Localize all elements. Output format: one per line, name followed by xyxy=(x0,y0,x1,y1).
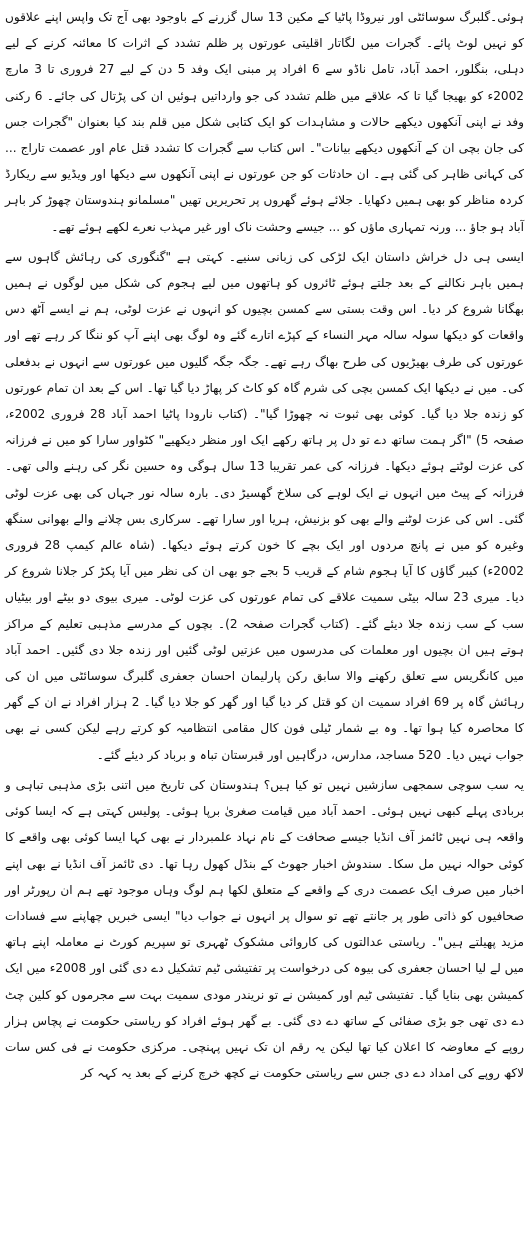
article-paragraph: ایسی ہی دل خراش داستان ایک لڑکی کی زبانی سنیے۔ کہتی ہے "گنگوری کی رہائش گاہوں سے ہمیں باہر نکالنے کے بعد جلتے ہوئے ٹائروں کو ہاتھوں میں لیے ہجوم کی شکل میں لوگوں نے ہمیں بھگانا شروع کر دیا۔ اس وقت بستی سے کمسن بچیوں کو انہوں نے عزت لوٹی، ہم نے ایسے آٹھ دس واقعات کو دیکھا سولہ سالہ مہر النساء کے کپڑے اتارے گئے وہ لوگ بھی اپنے آپ کو ننگا کر رہے تھے اور عورتوں کی طرف بھیڑیوں کی طرح بھاگ رہے تھے۔ جگہ جگہ گلیوں میں عورتوں سے انہوں نے بدفعلی کی۔ میں نے دیکھا ایک کمسن بچی کی شرم گاہ کو کاٹ کر پھاڑ دیا گیا تھا۔ اس کے بعد ان تمام عورتوں کو زندہ جلا دیا گیا۔ کوئی بھی ثبوت نہ چھوڑا گیا"۔ (کتاب نارودا پاٹیا احمد آباد 28 فروری 2002ء، صفحہ 5) "اگر ہمت ساتھ دے تو دل پر ہاتھ رکھے ایک اور منظر دیکھیے" کٹواور سارا کو میں نے فرزانہ کی عزت لوٹتے ہوئے دیکھا۔ فرزانہ کی عمر تقریبا 13 سال ہوگی وہ حسین نگر کی رہنے والی تھی۔ فرزانہ کے پیٹ میں انہوں نے ایک لوہے کی سلاخ گھسیڑ دی۔ بارہ سالہ نور جہاں کی بھی عزت لوٹی گئی۔ اس کی عزت لوٹنے والے بھی کو بزنیش، ہریا اور سارا تھے۔ سرکاری بس چلانے والے بھوانی سنگھ وغیرہ کو میں نے پانچ مردوں اور ایک بچے کا خون کرتے ہوئے دیکھا۔ (شاہ عالم کیمپ 28 فروری 2002ء) کیبر گاؤں کا آیا ہجوم شام کے قریب 5 بجے جو بھی ان کی نظر میں آیا پکڑ کر جلانا شروع کر دیا۔ میری 23 سالہ بیٹی سمیت علاقے کی تمام عورتوں کی عزت لوٹی۔ میری بیوی دو بیٹے اور بیٹیاں سب کے سب زندہ جلا دیئے گئے۔ (کتاب گجرات صفحہ 2)۔ بچوں کے مدرسے مذہبی تعلیم کے مراکز ہوتے ہیں ان بچیوں اور معلمات کی مدرسوں میں عزتیں لوٹی گئیں اور زندہ جلا دی گئیں۔ احمد آباد میں کانگریس سے تعلق رکھنے والا سابق رکن پارلیمان احسان جعفری گلبرگ سوسائٹی میں ان کی رہائش گاہ پر 69 افراد سمیت ان کو قتل کر دیا گیا اور گھر کو جلا دیا گیا۔ 2 ہزار افراد نے ان کے گھر کا محاصرہ کیا ہوا تھا۔ وہ بے شمار ٹیلی فون کال مقامی انتظامیہ کو کرتے رہے لیکن کسی نے بھی جواب نہیں دیا۔ 520 مساجد، مدارس، درگاہیں اور قبرستان تباہ و برباد کر دیئے گئے۔ xyxy=(5,249,525,762)
article-paragraph: ہوئی۔گلبرگ سوسائٹی اور نیروڈا پاٹیا کے مکین 13 سال گزرنے کے باوجود بھی آج تک واپس اپنے علاقوں کو نہیں لوٹ پائے۔ گجرات میں لگاتار اقلیتی عورتوں پر ظلم تشدد کے اثرات کا معائنہ کرنے کے لیے دہلی، بنگلور، احمد آباد، تامل ناڈو سے 6 افراد پر مبنی ایک وفد 5 دن کے لیے 27 فروری تا 3 مارچ 2002ء کو بھیجا گیا تا کہ علاقے میں ظلم تشدد کی جو وارداتیں ہوئیں ان کی پڑتال کی جائے۔ 6 رکنی وفد نے اپنی آنکھوں دیکھے حالات و مشاہدات کو ایک کتابی شکل میں قلم بند کیا بعنوان "گجرات جس کی جان بچی ان کے آنکھوں دیکھے بیانات"۔ اس کتاب سے گجرات کا تشدد قتل عام اور عصمت تاراج ... کی کہانی ظاہر کی گئی ہے۔ ان حادثات کو جن عورتوں نے اپنی آنکھوں سے دیکھا اور ویڈیو سے ریکارڈ کردہ مناظر کو بھی ہمیں دکھایا۔ جلائے ہوئے گھروں پر تحریریں تھیں "مسلمانو ہندوستان چھوڑ کر باہر آباد ہو جاؤ ... ورنہ تمہاری ماؤں کو ... جیسے وحشت ناک اور غیر مہذب نعرے لکھے ہوئے تھے۔ xyxy=(5,10,525,234)
article-paragraph: یہ سب سوچی سمجھی سازشیں نہیں تو کیا ہیں؟ ہندوستان کی تاریخ میں اتنی بڑی مذہبی تباہی و بربادی پہلے کبھی نہیں ہوئی۔ احمد آباد میں قیامت صغریٰ برپا ہوئی۔ پولیس کہتی ہے کہ ایسا کوئی واقعہ ہی نہیں ٹائمز آف انڈیا جیسے صحافت کے نام نہاد علمبردار نے بھی کہا ایسا کوئی بھی واقعے کا کوئی حوالہ نہیں مل سکا۔ سندوش اخبار جھوٹ کے بنڈل کھول رہا تھا۔ دی ٹائمز آف انڈیا نے بھی اپنے اخبار میں صرف ایک عصمت دری کے واقعے کے متعلق لکھا ہم لوگ وہاں موجود تھے ہم ان رپورٹر اور صحافیوں کو ذاتی طور پر جانتے تھے تو سوال پر انہوں نے جواب دیا" ایسی خبریں چھاپنے سے فسادات مزید پھیلتے ہیں"۔ ریاستی عدالتوں کی کاروائی مشکوک ٹھہری تو سپریم کورٹ نے معاملہ اپنے ہاتھ میں لے لیا احسان جعفری کی بیوہ کی درخواست پر تفتیشی ٹیم تشکیل دے دی گئی اور 2008ء میں ایک کمیشن بھی بنایا گیا۔ تفتیشی ٹیم اور کمیشن نے تو نریندر مودی سمیت بہت سے مجرموں کو کلین چٹ دے دی تھی جو بڑی صفائی کے ساتھ دے دی گئی۔ بے گھر ہوئے افراد کو ریاستی حکومت نے پچاس ہزار روپے کے معاوضہ کا اعلان کیا تھا لیکن یہ رقم ان تک نہیں پہنچی۔ مرکزی حکومت نے فی کس سات لاکھ روپے کی امداد دے دی جس سے ریاستی حکومت نے کچھ خرچ کرنے کے بعد یہ کہہ کر xyxy=(5,777,525,1081)
